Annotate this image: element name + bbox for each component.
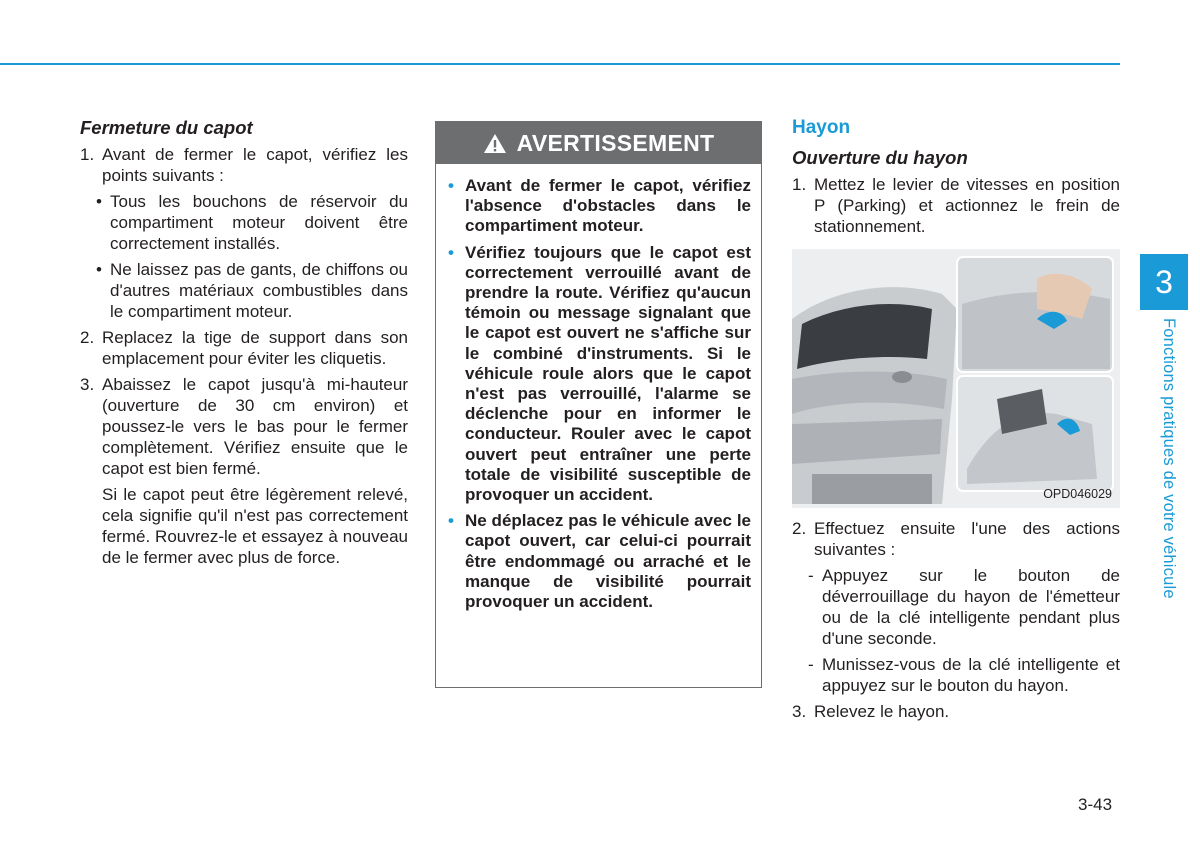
subsection-title: Ouverture du hayon bbox=[792, 147, 968, 168]
header-rule bbox=[0, 63, 1120, 65]
dash-marker: - bbox=[808, 566, 814, 585]
figure-label: OPD046029 bbox=[1043, 487, 1112, 501]
step-text: Avant de fermer le capot, vérifiez les points suivants : bbox=[102, 145, 408, 185]
chapter-tab: 3 bbox=[1140, 254, 1188, 310]
warning-text: Avant de fermer le capot, vérifiez l'absence d'obstacles dans le compartiment moteur. bbox=[465, 176, 751, 236]
note-paragraph: Si le capot peut être légèrement relevé, cela signifie qu'il n'est pas correctement fermé. Rouvrez-le et essayez à nouveau de le fermer avec plus de force. bbox=[102, 485, 408, 567]
step-text: Relevez le hayon. bbox=[814, 702, 950, 721]
warning-triangle-icon bbox=[483, 133, 507, 154]
step-number: 1. bbox=[792, 175, 807, 194]
bullet-icon: • bbox=[448, 242, 454, 262]
bullet-text: Tous les bouchons de réservoir du compartiment moteur doivent être correctement installés. bbox=[110, 192, 408, 253]
warning-text: Vérifiez toujours que le capot est correctement verrouillé avant de prendre la route. Vérifiez qu'aucun témoin ou message signalant que le capot est ouvert ne s'affiche sur le combiné d'instruments. Si le véhicule roule alors que le capot n'est pas verrouillé, l'alarme se déclenche pour en informer le conducteur. Rouler avec le capot ouvert peut entraîner une perte totale de visibilité susceptible de provoquer un accident. bbox=[465, 242, 751, 505]
dash-item bbox=[792, 565, 1120, 649]
car-rear-illustration bbox=[792, 249, 1120, 508]
warning-item bbox=[448, 176, 751, 237]
step-item bbox=[792, 701, 1120, 722]
left-column bbox=[80, 116, 408, 568]
bullet-icon: • bbox=[96, 192, 102, 211]
step-text: Abaissez le capot jusqu'à mi-hauteur (ouverture de 30 cm environ) et poussez-le vers le bas pour le fermer complètement. Vérifiez ensuite que le capot est bien fermé. bbox=[102, 375, 408, 478]
warning-title: AVERTISSEMENT bbox=[516, 129, 715, 156]
step-item bbox=[792, 518, 1120, 560]
step-number: 3. bbox=[792, 702, 807, 721]
step-item bbox=[80, 374, 408, 479]
page-number: 3-43 bbox=[1078, 795, 1113, 814]
bullet-text: Ne laissez pas de gants, de chiffons ou d'autres matériaux combustibles dans le compartiment moteur. bbox=[110, 260, 408, 321]
bullet-icon: • bbox=[448, 511, 454, 531]
step-number: 2. bbox=[792, 519, 807, 538]
step-text: Replacez la tige de support dans son emplacement pour éviter les cliquetis. bbox=[102, 328, 408, 368]
dash-item bbox=[792, 654, 1120, 696]
section-title: Hayon bbox=[792, 117, 851, 138]
warning-item bbox=[448, 511, 751, 612]
step-number: 1. bbox=[80, 145, 95, 164]
bullet-icon: • bbox=[448, 176, 454, 195]
subsection-title: Fermeture du capot bbox=[80, 117, 253, 138]
step-number: 3. bbox=[80, 375, 95, 394]
step-item bbox=[80, 144, 408, 186]
step-text: Effectuez ensuite l'une des actions suivantes : bbox=[814, 519, 1120, 559]
bullet-item bbox=[80, 259, 408, 322]
dash-text: Munissez-vous de la clé intelligente et appuyez sur le bouton du hayon. bbox=[822, 655, 1120, 695]
step-item bbox=[792, 174, 1120, 237]
step-text: Mettez le levier de vitesses en position P (Parking) et actionnez le frein de stationnement. bbox=[814, 175, 1120, 236]
warning-item bbox=[448, 243, 751, 506]
step-number: 2. bbox=[80, 328, 95, 347]
warning-box bbox=[435, 121, 762, 688]
warning-text: Ne déplacez pas le véhicule avec le capot ouvert, car celui-ci pourrait être endommagé ou arraché et le manque de visibilité pourrait provoquer un accident. bbox=[465, 511, 751, 612]
dash-text: Appuyez sur le bouton de déverrouillage du hayon de l'émetteur ou de la clé intelligente pendant plus d'une seconde. bbox=[822, 566, 1120, 648]
chapter-title: Fonctions pratiques de votre véhicule bbox=[1160, 318, 1178, 599]
warning-header bbox=[436, 122, 761, 164]
dash-marker: - bbox=[808, 655, 814, 674]
warning-body bbox=[436, 164, 761, 612]
step-item bbox=[80, 327, 408, 369]
bullet-item bbox=[80, 191, 408, 254]
tailgate-illustration bbox=[792, 249, 1120, 508]
right-column bbox=[792, 116, 1120, 727]
bullet-icon: • bbox=[96, 260, 102, 279]
